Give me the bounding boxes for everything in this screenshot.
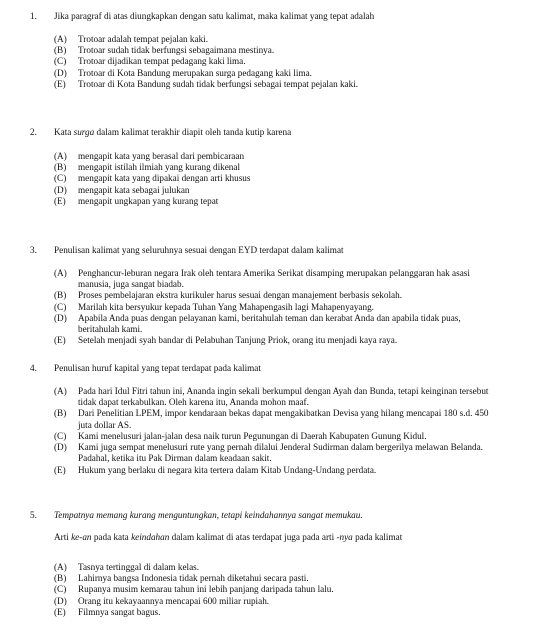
option-c[interactable] [54,431,499,442]
question-number: 1. [30,11,37,21]
option-b[interactable] [54,573,499,584]
option-text: mengapit kata yang berasal dari pembicaraan [78,151,245,161]
option-letter: (D) [54,67,67,78]
option-text: Pada hari Idul Fitri tahun ini, Ananda ingin sekali berkumpul dengan Ayah dan Bunda, tetapi keinginan tersebut tidak dapat terkabulkan. Oleh karena itu, Ananda mohon maaf. [78,386,489,408]
option-d[interactable] [54,313,499,335]
option-letter: (B) [54,408,67,419]
option-text: Dari Penelitian LPEM, impor kendaraan bekas dapat mengakibatkan Devisa yang hilang mencapai 180 s.d. 450 juta dollar AS. [78,408,489,430]
option-letter: (C) [54,430,67,441]
stem-text: dalam kalimat terakhir diapit oleh tanda kutip karena [94,127,292,137]
question-number: 2. [30,127,37,137]
option-a[interactable] [54,562,499,573]
option-text: Trotoar adalah tempat pejalan kaki. [78,34,209,44]
option-letter: (C) [54,301,67,312]
option-letter: (B) [54,573,67,584]
option-a[interactable] [54,34,499,45]
question-stem [54,127,499,138]
question-stem-quote [54,510,499,521]
option-text: Apabila Anda puas dengan pelayanan kami, beritahulah teman dan kerabat Anda dan apabila tidak puas, beritahulah kami. [78,312,461,335]
option-c[interactable] [54,56,499,67]
option-letter: (A) [54,151,67,161]
option-list [54,562,499,618]
stem-text: pada kalimat [352,532,403,542]
option-letter: (B) [54,162,67,173]
question-number: 5. [30,510,37,520]
stem-text: dalam kalimat di atas terdapat juga pada arti [169,532,337,542]
option-list [54,386,499,476]
question-stem: Penulisan kalimat yang seluruhnya sesuai dengan EYD terdapat dalam kalimat [54,245,344,255]
option-list [54,151,499,207]
option-letter: (A) [54,34,67,44]
option-a[interactable] [54,268,499,290]
option-text: Lahirnya bangsa Indonesia tidak pernah diketahui secara pasti. [78,573,309,584]
option-text: Trotoar dijadikan tempat pedagang kaki lima. [78,56,246,67]
option-e[interactable] [54,79,499,90]
stem-text: pada kata [91,532,132,542]
option-b[interactable] [54,45,499,56]
option-letter: (E) [54,78,66,89]
option-letter: (D) [54,595,67,606]
option-text: Rupanya musim kemarau tahun ini lebih panjang daripada tahun lalu. [78,584,334,595]
option-e[interactable] [54,607,499,618]
option-text: Trotoar di Kota Bandung merupakan surga pedagang kaki lima. [78,67,312,78]
option-text: mengapit kata yang dipakai dengan arti khusus [78,173,251,184]
option-text: Orang itu kekayaannya mencapai 600 miliar rupiah. [78,595,270,606]
option-d[interactable] [54,596,499,607]
option-letter: (E) [54,195,66,206]
stem-italic-word: ke-an [71,532,92,542]
option-letter: (B) [54,290,67,301]
option-letter: (C) [54,584,67,595]
question-number: 3. [30,245,37,255]
option-text: Tasnya tertinggal di dalam kelas. [78,562,200,572]
option-c[interactable] [54,302,499,313]
option-text: Penghancur-leburan negara Irak oleh tentara Amerika Serikat disamping merupakan pelanggaran hak asasi manusia, juga sangat biadab. [78,268,470,290]
option-letter: (A) [54,562,67,572]
option-d[interactable] [54,442,499,464]
option-b[interactable] [54,290,499,301]
option-letter: (E) [54,335,66,346]
option-list [54,268,499,347]
option-text: Trotoar di Kota Bandung sudah tidak berfungsi sebagai tempat pejalan kaki. [78,78,359,89]
stem-text: Arti [54,532,72,542]
option-text: Kami menelusuri jalan-jalan desa naik turun Pegunungan di Daerah Kabupaten Gunung Kidul. [78,430,427,441]
option-a[interactable] [54,151,499,162]
option-d[interactable] [54,68,499,79]
option-text: mengapit istilah ilmiah yang kurang dikenal [78,162,241,173]
option-e[interactable] [54,196,499,207]
stem-italic-word: keindahan [131,532,170,542]
stem-italic-word: surga [73,127,95,137]
option-letter: (B) [54,45,67,56]
option-letter: (C) [54,56,67,67]
stem-italic-word: -nya [336,532,353,542]
option-letter: (E) [54,464,66,475]
quoted-sentence: Tempatnya memang kurang menguntungkan, tetapi keindahannya sangat memukau. [54,510,363,520]
option-text: mengapit ungkapan yang kurang tepat [78,195,219,206]
option-text: Kami juga sempat menelusuri rute yang pernah dilalui Jenderal Sudirman dalam bergerilya melawan Belanda. Padahal, ketika itu Pak Dirman dalam keadaan sakit. [78,442,483,464]
option-letter: (D) [54,184,67,195]
option-c[interactable] [54,584,499,595]
option-letter: (E) [54,606,66,617]
option-letter: (C) [54,173,67,184]
option-c[interactable] [54,173,499,184]
option-text: Hukum yang berlaku di negara kita tertera dalam Kitab Undang-Undang perdata. [78,464,377,475]
option-e[interactable] [54,465,499,476]
option-list [54,34,499,90]
question-stem [54,532,499,543]
option-letter: (D) [54,312,67,323]
question-stem: Penulisan huruf kapital yang tepat terdapat pada kalimat [54,363,261,373]
option-text: Filmnya sangat bagus. [78,606,161,617]
option-text: Proses pembelajaran ekstra kurikuler harus sesuai dengan manajement berbasis sekolah. [78,290,403,301]
option-a[interactable] [54,386,499,408]
option-text: Trotoar sudah tidak berfungsi sebagaimana mestinya. [78,45,275,56]
stem-text: Kata [54,127,74,137]
option-letter: (A) [54,386,67,396]
option-letter: (A) [54,268,67,278]
option-b[interactable] [54,408,499,430]
question-stem: Jika paragraf di atas diungkapkan dengan satu kalimat, maka kalimat yang tepat adalah [54,11,375,21]
option-text: mengapit kata sebagai julukan [78,184,190,195]
option-letter: (D) [54,442,67,453]
option-d[interactable] [54,185,499,196]
option-text: Setelah menjadi syah bandar di Pelabuhan Tanjung Priok, orang itu menjadi kaya raya. [78,335,398,346]
option-b[interactable] [54,162,499,173]
option-e[interactable] [54,335,499,346]
question-number: 4. [30,363,37,373]
option-text: Marilah kita bersyukur kepada Tuhan Yang Mahapengasih lagi Mahapenyayang. [78,301,374,312]
